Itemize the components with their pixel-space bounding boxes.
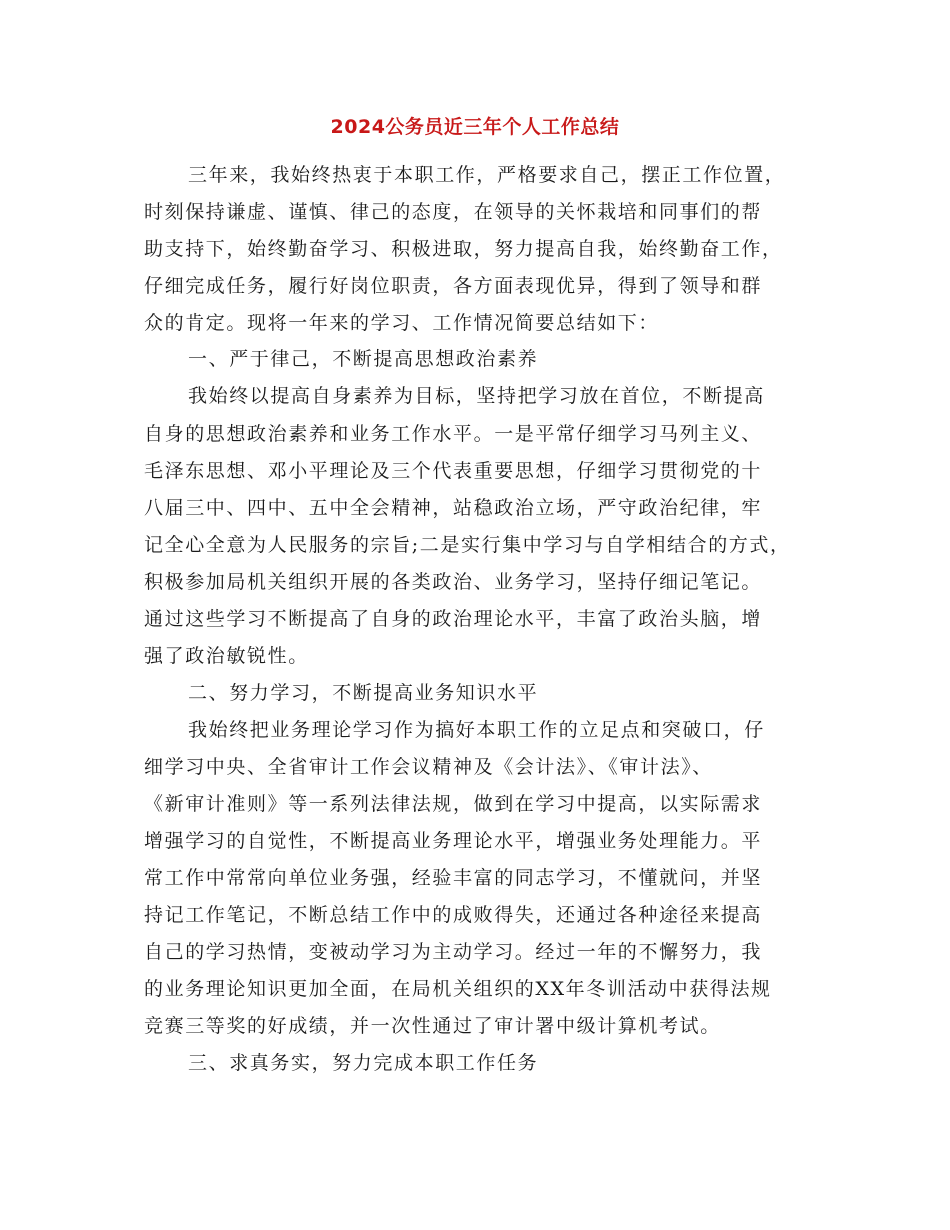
paragraph-line: 自身的思想政治素养和业务工作水平。一是平常仔细学习马列主义、 <box>144 423 763 445</box>
paragraph-line: 我始终把业务理论学习作为搞好本职工作的立足点和突破口，仔 <box>188 719 765 741</box>
paragraph-line: 众的肯定。现将一年来的学习、工作情况简要总结如下： <box>144 312 660 334</box>
paragraph-line: 细学习中央、全省审计工作会议精神及《会计法》、《审计法》、 <box>144 756 713 778</box>
paragraph-line: 通过这些学习不断提高了自身的政治理论水平，丰富了政治头脑，增 <box>144 608 763 630</box>
paragraph-line: 记全心全意为人民服务的宗旨;二是实行集中学习与自学相结合的方式， <box>144 534 791 556</box>
paragraph-line: 的业务理论知识更加全面，在局机关组织的XX年冬训活动中获得法规 <box>144 978 772 1000</box>
paragraph-line: 助支持下，始终勤奋学习、积极进取，努力提高自我，始终勤奋工作， <box>144 238 783 260</box>
section-heading-1: 一、严于律己，不断提高思想政治素养 <box>188 348 539 370</box>
section-heading-3: 三、求真务实，努力完成本职工作任务 <box>188 1052 539 1074</box>
section-heading-2: 二、努力学习，不断提高业务知识水平 <box>188 682 539 704</box>
paragraph-line: 时刻保持谦虚、谨慎、律己的态度，在领导的关怀栽培和同事们的帮 <box>144 201 763 223</box>
paragraph-line: 增强学习的自觉性，不断提高业务理论水平，增强业务处理能力。平 <box>144 830 763 852</box>
paragraph-line: 三年来，我始终热衷于本职工作，严格要求自己，摆正工作位置， <box>188 164 786 186</box>
paragraph-line: 竞赛三等奖的好成绩，并一次性通过了审计署中级计算机考试。 <box>144 1015 721 1037</box>
paragraph-line: 积极参加局机关组织开展的各类政治、业务学习，坚持仔细记笔记。 <box>144 571 763 593</box>
paragraph-line: 毛泽东思想、邓小平理论及三个代表重要思想，仔细学习贯彻党的十 <box>144 460 763 482</box>
paragraph-line: 仔细完成任务，履行好岗位职责，各方面表现优异，得到了领导和群 <box>144 275 763 297</box>
document-title: 2024公务员近三年个人工作总结 <box>330 116 620 138</box>
paragraph-line: 《新审计准则》等一系列法律法规，做到在学习中提高，以实际需求 <box>144 793 763 815</box>
paragraph-line: 强了政治敏锐性。 <box>144 645 309 667</box>
paragraph-line: 自己的学习热情，变被动学习为主动学习。经过一年的不懈努力，我 <box>144 941 763 963</box>
paragraph-line: 持记工作笔记，不断总结工作中的成败得失，还通过各种途径来提高 <box>144 904 763 926</box>
paragraph-line: 八届三中、四中、五中全会精神，站稳政治立场，严守政治纪律，牢 <box>144 497 763 519</box>
paragraph-line: 常工作中常常向单位业务强，经验丰富的同志学习，不懂就问，并坚 <box>144 867 763 889</box>
paragraph-line: 我始终以提高自身素养为目标，坚持把学习放在首位，不断提高 <box>188 385 765 407</box>
